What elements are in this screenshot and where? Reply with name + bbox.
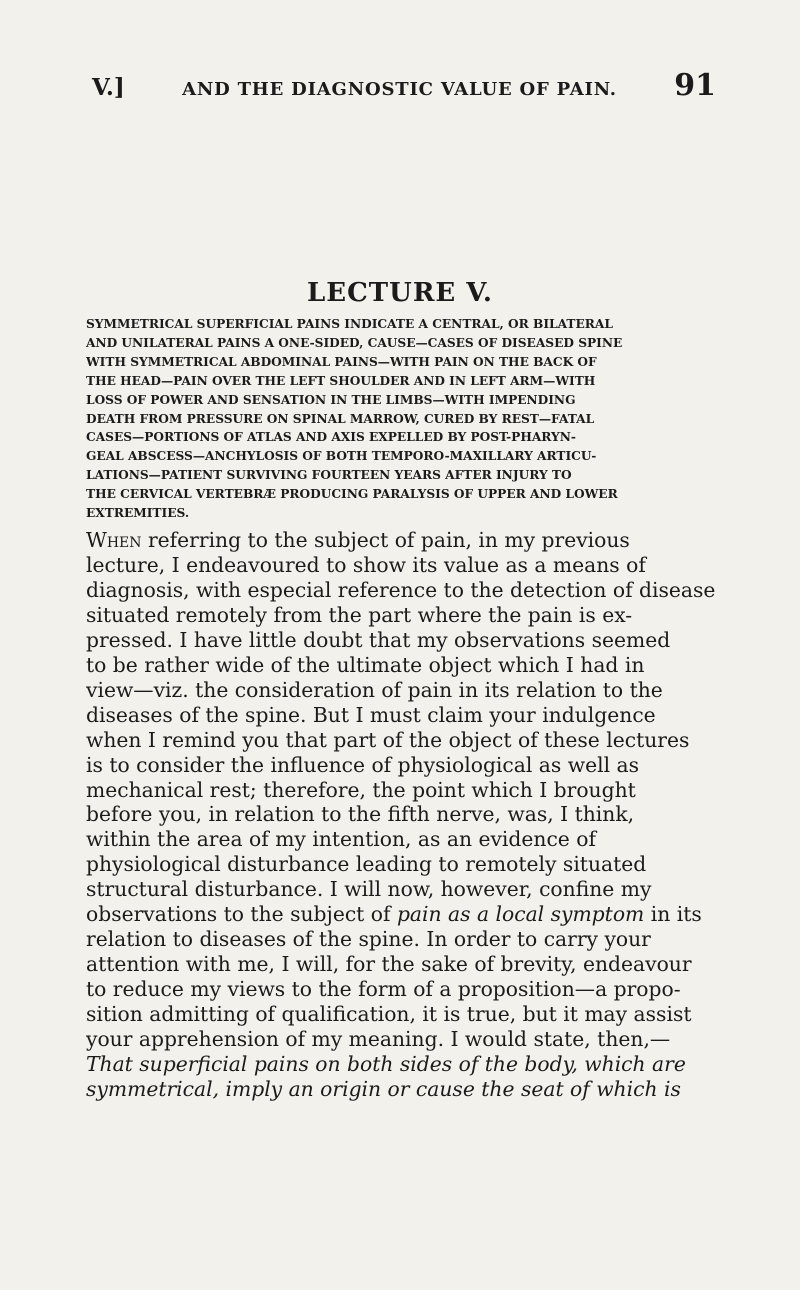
chapter-marker: V.] (92, 74, 125, 101)
body-line (86, 528, 722, 553)
summary-line: LOSS OF POWER AND SENSATION IN THE LIMBS—WITH IMPENDING (86, 392, 576, 407)
body-line: relation to diseases of the spine. In order to carry your (86, 927, 651, 952)
body-line: before you, in relation to the fifth nerve, was, I think, (86, 802, 635, 827)
italic-proposition-line: That superficial pains on both sides of the body, which are (86, 1052, 686, 1077)
body-line: attention with me, I will, for the sake of brevity, endeavour (86, 952, 692, 977)
lecture-title: LECTURE V. (307, 278, 493, 308)
summary-line: DEATH FROM PRESSURE ON SPINAL MARROW, CURED BY REST—FATAL (86, 411, 595, 426)
body-line: pressed. I have little doubt that my observations seemed (86, 627, 671, 652)
summary-line: SYMMETRICAL SUPERFICIAL PAINS INDICATE A CENTRAL, OR BILATERAL (86, 317, 613, 331)
summary-line: CASES—PORTIONS OF ATLAS AND AXIS EXPELLED BY POST-PHARYN- (86, 430, 576, 445)
summary-line: THE HEAD—PAIN OVER THE LEFT SHOULDER AND IN LEFT ARM—WITH (86, 373, 596, 388)
lecture-summary (86, 315, 716, 523)
body-line: to be rather wide of the ultimate object which I had in (86, 652, 645, 677)
page-number: 91 (674, 68, 716, 103)
body-line: diagnosis, with especial reference to the detection of disease (86, 577, 716, 602)
summary-line: AND UNILATERAL PAINS A ONE-SIDED, CAUSE—CASES OF DISEASED SPINE (86, 335, 623, 350)
opening-word: When (86, 528, 142, 552)
body-line: to reduce my views to the form of a proposition—a propo- (86, 977, 681, 1002)
body-line (86, 902, 722, 927)
first-line-text: referring to the subject of pain, in my previous (141, 528, 630, 552)
body-line: when I remind you that part of the object of these lectures (86, 727, 690, 752)
body-line: view—viz. the consideration of pain in its relation to the (86, 677, 663, 702)
running-title: AND THE DIAGNOSTIC VALUE OF PAIN. (182, 79, 617, 100)
summary-line: GEAL ABSCESS—ANCHYLOSIS OF BOTH TEMPORO-MAXILLARY ARTICU- (86, 449, 597, 464)
body-line: situated remotely from the part where the pain is ex- (86, 602, 633, 627)
italic-phrase: pain as a local symptom (396, 902, 645, 927)
body-line: diseases of the spine. But I must claim your indulgence (86, 702, 656, 727)
line-text: observations to the subject of (86, 902, 397, 927)
italic-proposition-line: symmetrical, imply an origin or cause the seat of which is (86, 1076, 681, 1101)
summary-line: EXTREMITIES. (86, 506, 190, 521)
body-paragraph (86, 528, 722, 1102)
body-line: mechanical rest; therefore, the point which I brought (86, 777, 636, 802)
body-line: within the area of my intention, as an evidence of (86, 827, 596, 852)
body-line: physiological disturbance leading to remotely situated (86, 852, 647, 877)
line-text: in its (644, 902, 702, 927)
summary-line: LATIONS—PATIENT SURVIVING FOURTEEN YEARS AFTER INJURY TO (86, 468, 572, 483)
running-header (92, 68, 716, 104)
body-line: sition admitting of qualification, it is true, but it may assist (86, 1002, 692, 1027)
summary-line: THE CERVICAL VERTEBRÆ PRODUCING PARALYSIS OF UPPER AND LOWER (86, 487, 618, 502)
body-line: your apprehension of my meaning. I would state, then,— (86, 1027, 671, 1052)
body-line: is to consider the influence of physiological as well as (86, 752, 640, 777)
summary-line: WITH SYMMETRICAL ABDOMINAL PAINS—WITH PAIN ON THE BACK OF (86, 354, 597, 369)
body-line: lecture, I endeavoured to show its value as a means of (86, 552, 646, 577)
body-line: structural disturbance. I will now, however, confine my (86, 877, 652, 902)
